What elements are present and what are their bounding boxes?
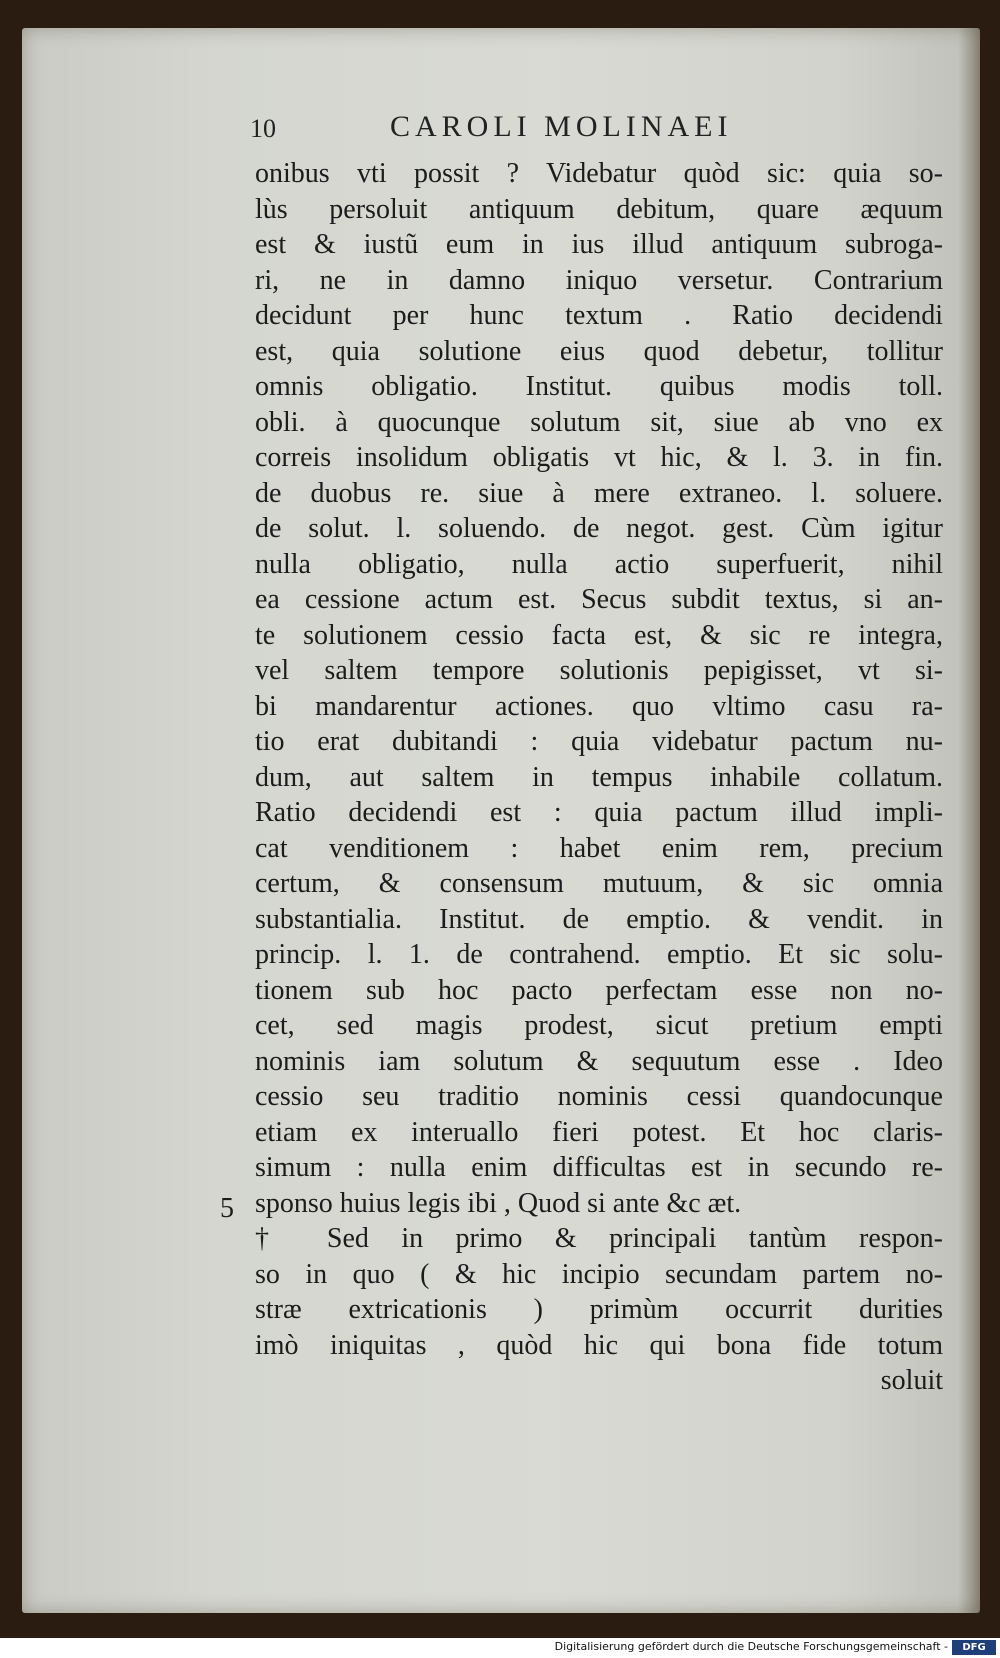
dfg-logo-icon: DFG: [952, 1640, 996, 1655]
text-line: onibus vti possit ? Videbatur quòd sic: quia so-: [255, 158, 943, 189]
text-line: de duobus re. siue à mere extraneo. l. soluere.: [255, 477, 943, 509]
text-line: obli. à quocunque solutum sit, siue ab vno ex: [255, 406, 943, 438]
text-line: cet, sed magis prodest, sicut pretium empti: [255, 1010, 943, 1041]
text-line: ea cessione actum est. Secus subdit textus, si an-: [255, 584, 943, 615]
catchword: soluit: [880, 1365, 943, 1396]
text-line: substantialia. Institut. de emptio. & vendit. in: [255, 903, 943, 935]
text-line: te solutionem cessio facta est, & sic re integra,: [255, 619, 943, 651]
text-line: so in quo ( & hic incipio secundam partem no-: [255, 1258, 943, 1290]
text-line: nulla obligatio, nulla actio superfuerit, nihil: [255, 548, 943, 580]
text-line: decidunt per hunc textum . Ratio decidendi: [255, 300, 943, 331]
text-line: dum, aut saltem in tempus inhabile collatum.: [255, 761, 943, 793]
text-line: cat venditionem : habet enim rem, precium: [255, 832, 943, 864]
text-line: est & iustũ eum in ius illud antiquum subroga-: [255, 229, 943, 260]
text-line: vel saltem tempore solutionis pepigisset, vt si-: [255, 655, 943, 686]
page-number: 10: [250, 114, 276, 143]
text-line: ri, ne in damno iniquo versetur. Contrarium: [255, 264, 943, 296]
text-line: est, quia solutione eius quod debetur, tollitur: [255, 335, 943, 367]
text-line: sponso huius legis ibi , Quod si ante &c æt.: [255, 1187, 742, 1219]
page-header: [250, 110, 950, 150]
funding-credit: Digitalisierung gefördert durch die Deutsche Forschungsgemeinschaft -: [554, 1640, 948, 1653]
text-line: cessio seu traditio nominis cessi quandocunque: [255, 1081, 943, 1112]
text-line: imò iniquitas , quòd hic qui bona fide totum: [255, 1329, 943, 1361]
text-line: Ratio decidendi est : quia pactum illud impli-: [255, 797, 943, 828]
text-line: lùs persoluit antiquum debitum, quare æquum: [255, 193, 943, 225]
running-title: CAROLI MOLINAEI: [390, 110, 733, 143]
text-line: simum : nulla enim difficultas est in secundo re-: [255, 1152, 943, 1183]
digitization-footer: [0, 1638, 1000, 1658]
text-line: stræ extricationis ) primùm occurrit durities: [255, 1294, 943, 1325]
section-marker: 5: [220, 1193, 234, 1224]
text-line: † Sed in primo & principali tantùm respon-: [255, 1223, 943, 1254]
text-line: princip. l. 1. de contrahend. emptio. Et sic solu-: [255, 939, 943, 970]
text-line: nominis iam solutum & sequutum esse . Ideo: [255, 1045, 943, 1077]
text-line: certum, & consensum mutuum, & sic omnia: [255, 868, 943, 899]
text-line: de solut. l. soluendo. de negot. gest. Cùm igitur: [255, 513, 943, 544]
text-line: correis insolidum obligatis vt hic, & l. 3. in fin.: [255, 442, 943, 473]
text-line: omnis obligatio. Institut. quibus modis toll.: [255, 371, 943, 402]
text-line: tionem sub hoc pacto perfectam esse non no-: [255, 974, 943, 1006]
text-line: etiam ex interuallo fieri potest. Et hoc claris-: [255, 1116, 943, 1148]
text-block: [255, 156, 943, 1399]
text-line: bi mandarentur actiones. quo vltimo casu ra-: [255, 690, 943, 722]
text-line: tio erat dubitandi : quia videbatur pactum nu-: [255, 726, 943, 757]
